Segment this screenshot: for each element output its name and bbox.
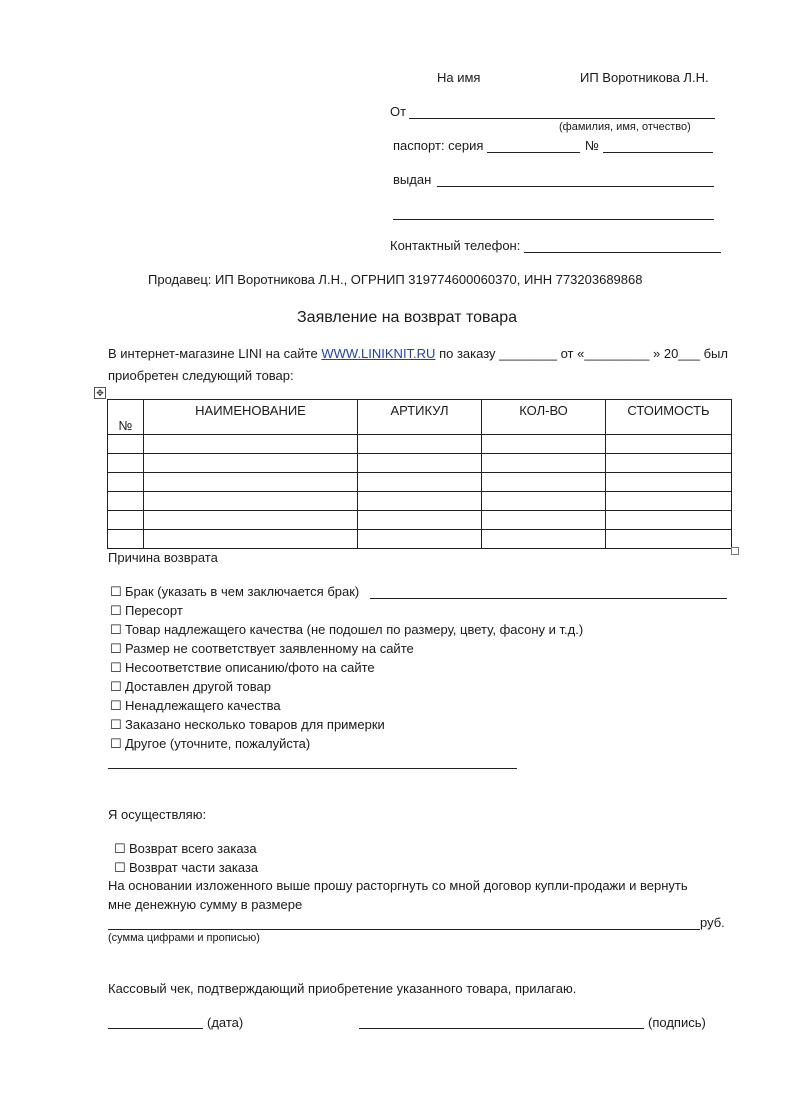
request-line1: На основании изложенного выше прошу расторгнуть со мной договор купли-продажи и вернуть [108, 878, 688, 893]
fio-hint: (фамилия, имя, отчество) [559, 121, 691, 133]
table-cell[interactable] [108, 511, 144, 530]
reason-option-label: Размер не соответствует заявленному на сайте [125, 641, 414, 656]
table-cell[interactable] [606, 454, 732, 473]
page-title: Заявление на возврат товара [297, 309, 518, 326]
passport-series-field[interactable] [487, 152, 580, 153]
reason-option-other[interactable] [110, 736, 310, 752]
signature-field[interactable] [359, 1028, 644, 1029]
refund-sum-field[interactable] [108, 929, 700, 930]
action-option-partial[interactable] [114, 860, 258, 876]
seller-info: Продавец: ИП Воротникова Л.Н., ОГРНИП 319774600060370, ИНН 773203689868 [148, 272, 643, 287]
passport-series-label: паспорт: серия [393, 138, 484, 153]
table-cell[interactable] [482, 492, 606, 511]
table-row [108, 454, 732, 473]
reason-option-label: Другое (уточните, пожалуйста) [125, 736, 311, 751]
reason-option-label: Заказано несколько товаров для примерки [125, 717, 385, 732]
reason-option-label: Пересорт [125, 603, 183, 618]
table-cell[interactable] [144, 473, 358, 492]
checkbox-icon[interactable]: ☐ [110, 660, 122, 675]
issued-field-line2[interactable] [393, 219, 714, 220]
reason-option-label: Ненадлежащего качества [125, 698, 281, 713]
table-cell[interactable] [482, 454, 606, 473]
date-field[interactable] [108, 1028, 203, 1029]
table-cell[interactable] [358, 511, 482, 530]
from-field[interactable] [409, 118, 715, 119]
reason-option-label: Товар надлежащего качества (не подошел по размеру, цвету, фасону и т.д.) [125, 622, 584, 637]
table-cell[interactable] [482, 530, 606, 549]
action-label: Я осуществляю: [108, 807, 207, 822]
reason-option-label: Брак (указать в чем заключается брак) [125, 584, 360, 599]
date-label: (дата) [207, 1015, 244, 1030]
table-cell[interactable] [358, 435, 482, 454]
issued-field[interactable] [437, 186, 714, 187]
action-option-label: Возврат всего заказа [129, 841, 257, 856]
checkbox-icon[interactable]: ☐ [110, 679, 122, 694]
col-article: АРТИКУЛ [358, 400, 482, 435]
checkbox-icon[interactable]: ☐ [110, 603, 122, 618]
reason-label: Причина возврата [108, 550, 218, 565]
table-cell[interactable] [358, 530, 482, 549]
checkbox-icon[interactable]: ☐ [110, 622, 122, 637]
col-qty: КОЛ-ВО [482, 400, 606, 435]
table-cell[interactable] [108, 530, 144, 549]
intro-line1 [108, 346, 728, 361]
checkbox-icon[interactable]: ☐ [110, 736, 122, 751]
receipt-note: Кассовый чек, подтверждающий приобретение указанного товара, прилагаю. [108, 981, 577, 996]
to-label: На имя [437, 70, 481, 85]
intro-line2: приобретен следующий товар: [108, 368, 294, 383]
reason-option-fitting[interactable] [110, 717, 385, 733]
action-option-label: Возврат части заказа [129, 860, 259, 875]
site-link[interactable]: WWW.LINIKNIT.RU [321, 346, 436, 361]
table-row [108, 530, 732, 549]
table-cell[interactable] [606, 530, 732, 549]
checkbox-icon[interactable]: ☐ [110, 717, 122, 732]
reason-option-label: Доставлен другой товар [125, 679, 271, 694]
table-cell[interactable] [606, 511, 732, 530]
checkbox-icon[interactable]: ☐ [110, 698, 122, 713]
passport-number-field[interactable] [603, 152, 713, 153]
issued-label: выдан [393, 172, 432, 187]
table-cell[interactable] [144, 530, 358, 549]
table-cell[interactable] [144, 454, 358, 473]
table-row [108, 473, 732, 492]
col-price: СТОИМОСТЬ [606, 400, 732, 435]
col-number: № [108, 400, 144, 435]
reason-option-defect[interactable] [110, 584, 359, 600]
table-resize-handle[interactable] [731, 547, 739, 555]
table-cell[interactable] [144, 435, 358, 454]
table-cell[interactable] [358, 492, 482, 511]
intro-part1: В интернет-магазине LINI на сайте [108, 346, 318, 361]
checkbox-icon[interactable]: ☐ [114, 841, 126, 856]
reason-option-description[interactable] [110, 660, 375, 676]
table-cell[interactable] [358, 454, 482, 473]
table-row [108, 511, 732, 530]
sum-hint: (сумма цифрами и прописью) [108, 932, 260, 944]
reason-option-label: Несоответствие описанию/фото на сайте [125, 660, 375, 675]
table-cell[interactable] [482, 435, 606, 454]
reason-option-wrong-item[interactable] [110, 679, 271, 695]
other-reason-field[interactable] [108, 768, 517, 769]
phone-label: Контактный телефон: [390, 238, 521, 253]
table-cell[interactable] [108, 435, 144, 454]
table-row [108, 492, 732, 511]
table-cell[interactable] [144, 492, 358, 511]
intro-part2: по заказу ________ от «_________ » 20___ был [439, 346, 728, 361]
table-cell[interactable] [358, 473, 482, 492]
checkbox-icon[interactable]: ☐ [110, 584, 122, 599]
goods-table [107, 399, 732, 549]
table-cell[interactable] [482, 511, 606, 530]
reason-option-poor-quality[interactable] [110, 698, 281, 714]
phone-field[interactable] [524, 252, 721, 253]
from-label: От [390, 104, 407, 119]
checkbox-icon[interactable]: ☐ [114, 860, 126, 875]
table-row [108, 435, 732, 454]
signature-label: (подпись) [648, 1015, 706, 1030]
to-name: ИП Воротникова Л.Н. [580, 70, 709, 85]
reason-option-unfit[interactable] [110, 622, 583, 638]
table-cell[interactable] [108, 454, 144, 473]
action-option-full[interactable] [114, 841, 257, 857]
table-cell[interactable] [144, 511, 358, 530]
request-line2: мне денежную сумму в размере [108, 897, 303, 912]
defect-description-field[interactable] [370, 598, 727, 599]
table-cell[interactable] [108, 492, 144, 511]
table-cell[interactable] [606, 435, 732, 454]
passport-number-label: № [585, 138, 599, 153]
table-cell[interactable] [108, 473, 144, 492]
table-move-icon[interactable]: ✥ [94, 387, 106, 399]
checkbox-icon[interactable]: ☐ [110, 641, 122, 656]
col-name: НАИМЕНОВАНИЕ [144, 400, 358, 435]
reason-option-size[interactable] [110, 641, 414, 657]
table-cell[interactable] [606, 473, 732, 492]
table-cell[interactable] [482, 473, 606, 492]
currency-label: руб. [700, 915, 725, 930]
reason-option-missort[interactable] [110, 603, 183, 619]
table-cell[interactable] [606, 492, 732, 511]
